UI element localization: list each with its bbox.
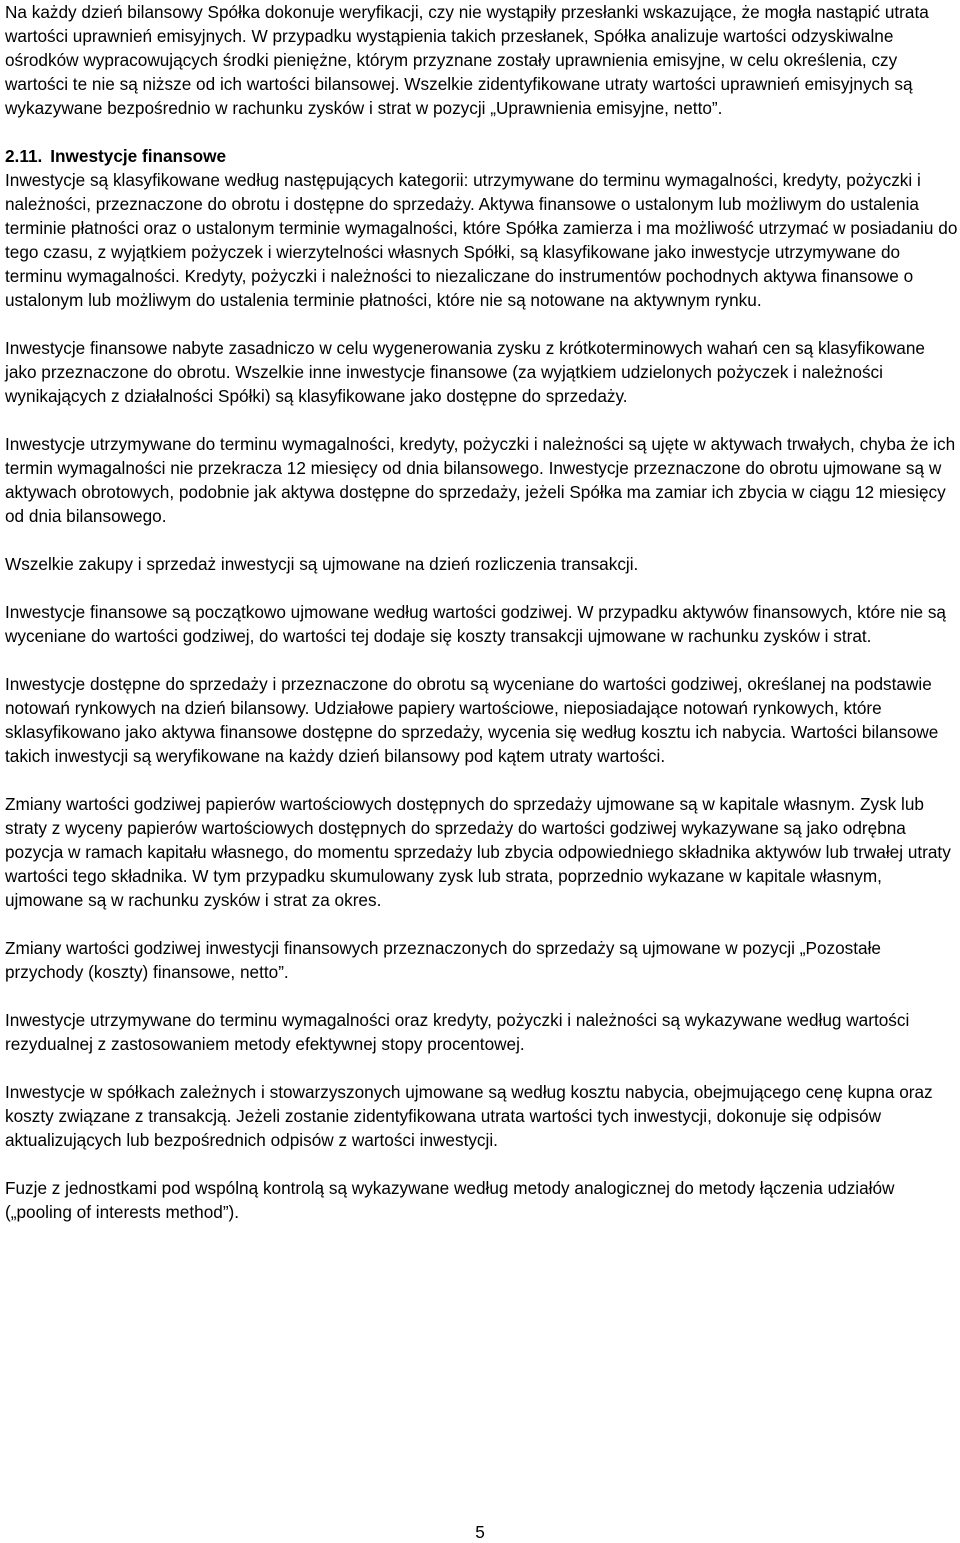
paragraph-mergers: Fuzje z jednostkami pod wspólną kontrolą są wykazywane według metody analogicznej do metody łączenia udziałów („pooling of interests method”).: [5, 1178, 895, 1222]
paragraph-amortized-cost: Inwestycje utrzymywane do terminu wymagalności oraz kredyty, pożyczki i należności są wykazywane według wartości rezydualnej z zastosowaniem metody efektywnej stopy procentowej.: [5, 1010, 910, 1054]
intro-paragraph: Na każdy dzień bilansowy Spółka dokonuje weryfikacji, czy nie wystąpiły przesłanki wskazujące, że mogła nastąpić utrata wartości uprawnień emisyjnych. W przypadku wystąpienia takich przesłanek, Spółka analizuje wartości odzyskiwalne ośrodków wypracowujących środki pieniężne, którym przyznane zostały uprawnienia emisyjne, w celu określenia, czy wartości te nie są niższe od ich wartości bilansowej. Wszelkie zidentyfikowane utraty wartości uprawnień emisyjnych są wykazywane bezpośrednio w rachunku zysków i strat w pozycji „Uprawnienia emisyjne, netto”.: [5, 2, 929, 118]
section-investments: [5, 144, 958, 1224]
document-page: [5, 0, 958, 1224]
section-heading: [5, 144, 958, 168]
section-number: 2.11.: [5, 146, 43, 166]
paragraph-fair-value-changes-equity: Zmiany wartości godziwej papierów wartościowych dostępnych do sprzedaży ujmowane są w kapitale własnym. Zysk lub straty z wyceny papierów wartościowych dostępnych do sprzedaży do wartości godziwej wykazywane są jako odrębna pozycja w ramach kapitału własnego, do momentu sprzedaży lub zbycia odpowiedniego składnika aktywów lub trwałej utraty wartości tego składnika. W tym przypadku skumulowany zysk lub strata, poprzednio wykazane w kapitale własnym, ujmowane są w rachunku zysków i strat za okres.: [5, 794, 951, 910]
section-title: Inwestycje finansowe: [50, 146, 227, 166]
page-number: 5: [475, 1522, 485, 1542]
paragraph-classification: Inwestycje są klasyfikowane według następujących kategorii: utrzymywane do terminu wymagalności, kredyty, pożyczki i należności, przeznaczone do obrotu i dostępne do sprzedaży. Aktywa finansowe o ustalonym lub możliwym do ustalenia terminie płatności oraz o ustalonym terminie wymagalności, które Spółka zamierza i ma możliwość utrzymać w posiadaniu do tego czasu, z wyjątkiem pożyczek i wierzytelności własnych Spółki, są klasyfikowane jako inwestycje utrzymywane do terminu wymagalności. Kredyty, pożyczki i należności to niezaliczane do instrumentów pochodnych aktywa finansowe o ustalonym lub możliwym do ustalenia terminie płatności, które nie są notowane na aktywnym rynku.: [5, 170, 958, 310]
paragraph-assets-placement: Inwestycje utrzymywane do terminu wymagalności, kredyty, pożyczki i należności są ujęte w aktywach trwałych, chyba że ich termin wymagalności nie przekracza 12 miesięcy od dnia bilansowego. Inwestycje przeznaczone do obrotu ujmowane są w aktywach obrotowych, podobnie jak aktywa dostępne do sprzedaży, jeżeli Spółka ma zamiar ich zbycia w ciągu 12 miesięcy od dnia bilansowego.: [5, 434, 956, 526]
paragraph-trading: Inwestycje finansowe nabyte zasadniczo w celu wygenerowania zysku z krótkoterminowych wahań cen są klasyfikowane jako przeznaczone do obrotu. Wszelkie inne inwestycje finansowe (za wyjątkiem udzielonych pożyczek i należności wynikających z działalności Spółki) są klasyfikowane jako dostępne do sprzedaży.: [5, 338, 925, 406]
paragraph-fair-value-measurement: Inwestycje dostępne do sprzedaży i przeznaczone do obrotu są wyceniane do wartości godziwej, określanej na podstawie notowań rynkowych na dzień bilansowy. Udziałowe papiery wartościowe, nieposiadające notowań rynkowych, które sklasyfikowano jako aktywa finansowe dostępne do sprzedaży, wycenia się według kosztu ich nabycia. Wartości bilansowe takich inwestycji są weryfikowane na każdy dzień bilansowy pod kątem utraty wartości.: [5, 674, 939, 766]
paragraph-settlement-date: Wszelkie zakupy i sprzedaż inwestycji są ujmowane na dzień rozliczenia transakcji.: [5, 554, 639, 574]
paragraph-initial-recognition: Inwestycje finansowe są początkowo ujmowane według wartości godziwej. W przypadku aktywów finansowych, które nie są wyceniane do wartości godziwej, do wartości tej dodaje się koszty transakcji ujmowane w rachunku zysków i strat.: [5, 602, 946, 646]
paragraph-fair-value-changes-trading: Zmiany wartości godziwej inwestycji finansowych przeznaczonych do sprzedaży są ujmowane w pozycji „Pozostałe przychody (koszty) finansowe, netto”.: [5, 938, 881, 982]
paragraph-subsidiaries: Inwestycje w spółkach zależnych i stowarzyszonych ujmowane są według kosztu nabycia, obejmującego cenę kupna oraz koszty związane z transakcją. Jeżeli zostanie zidentyfikowana utrata wartości tych inwestycji, dokonuje się odpisów aktualizujących lub bezpośrednich odpisów z wartości inwestycji.: [5, 1082, 933, 1150]
